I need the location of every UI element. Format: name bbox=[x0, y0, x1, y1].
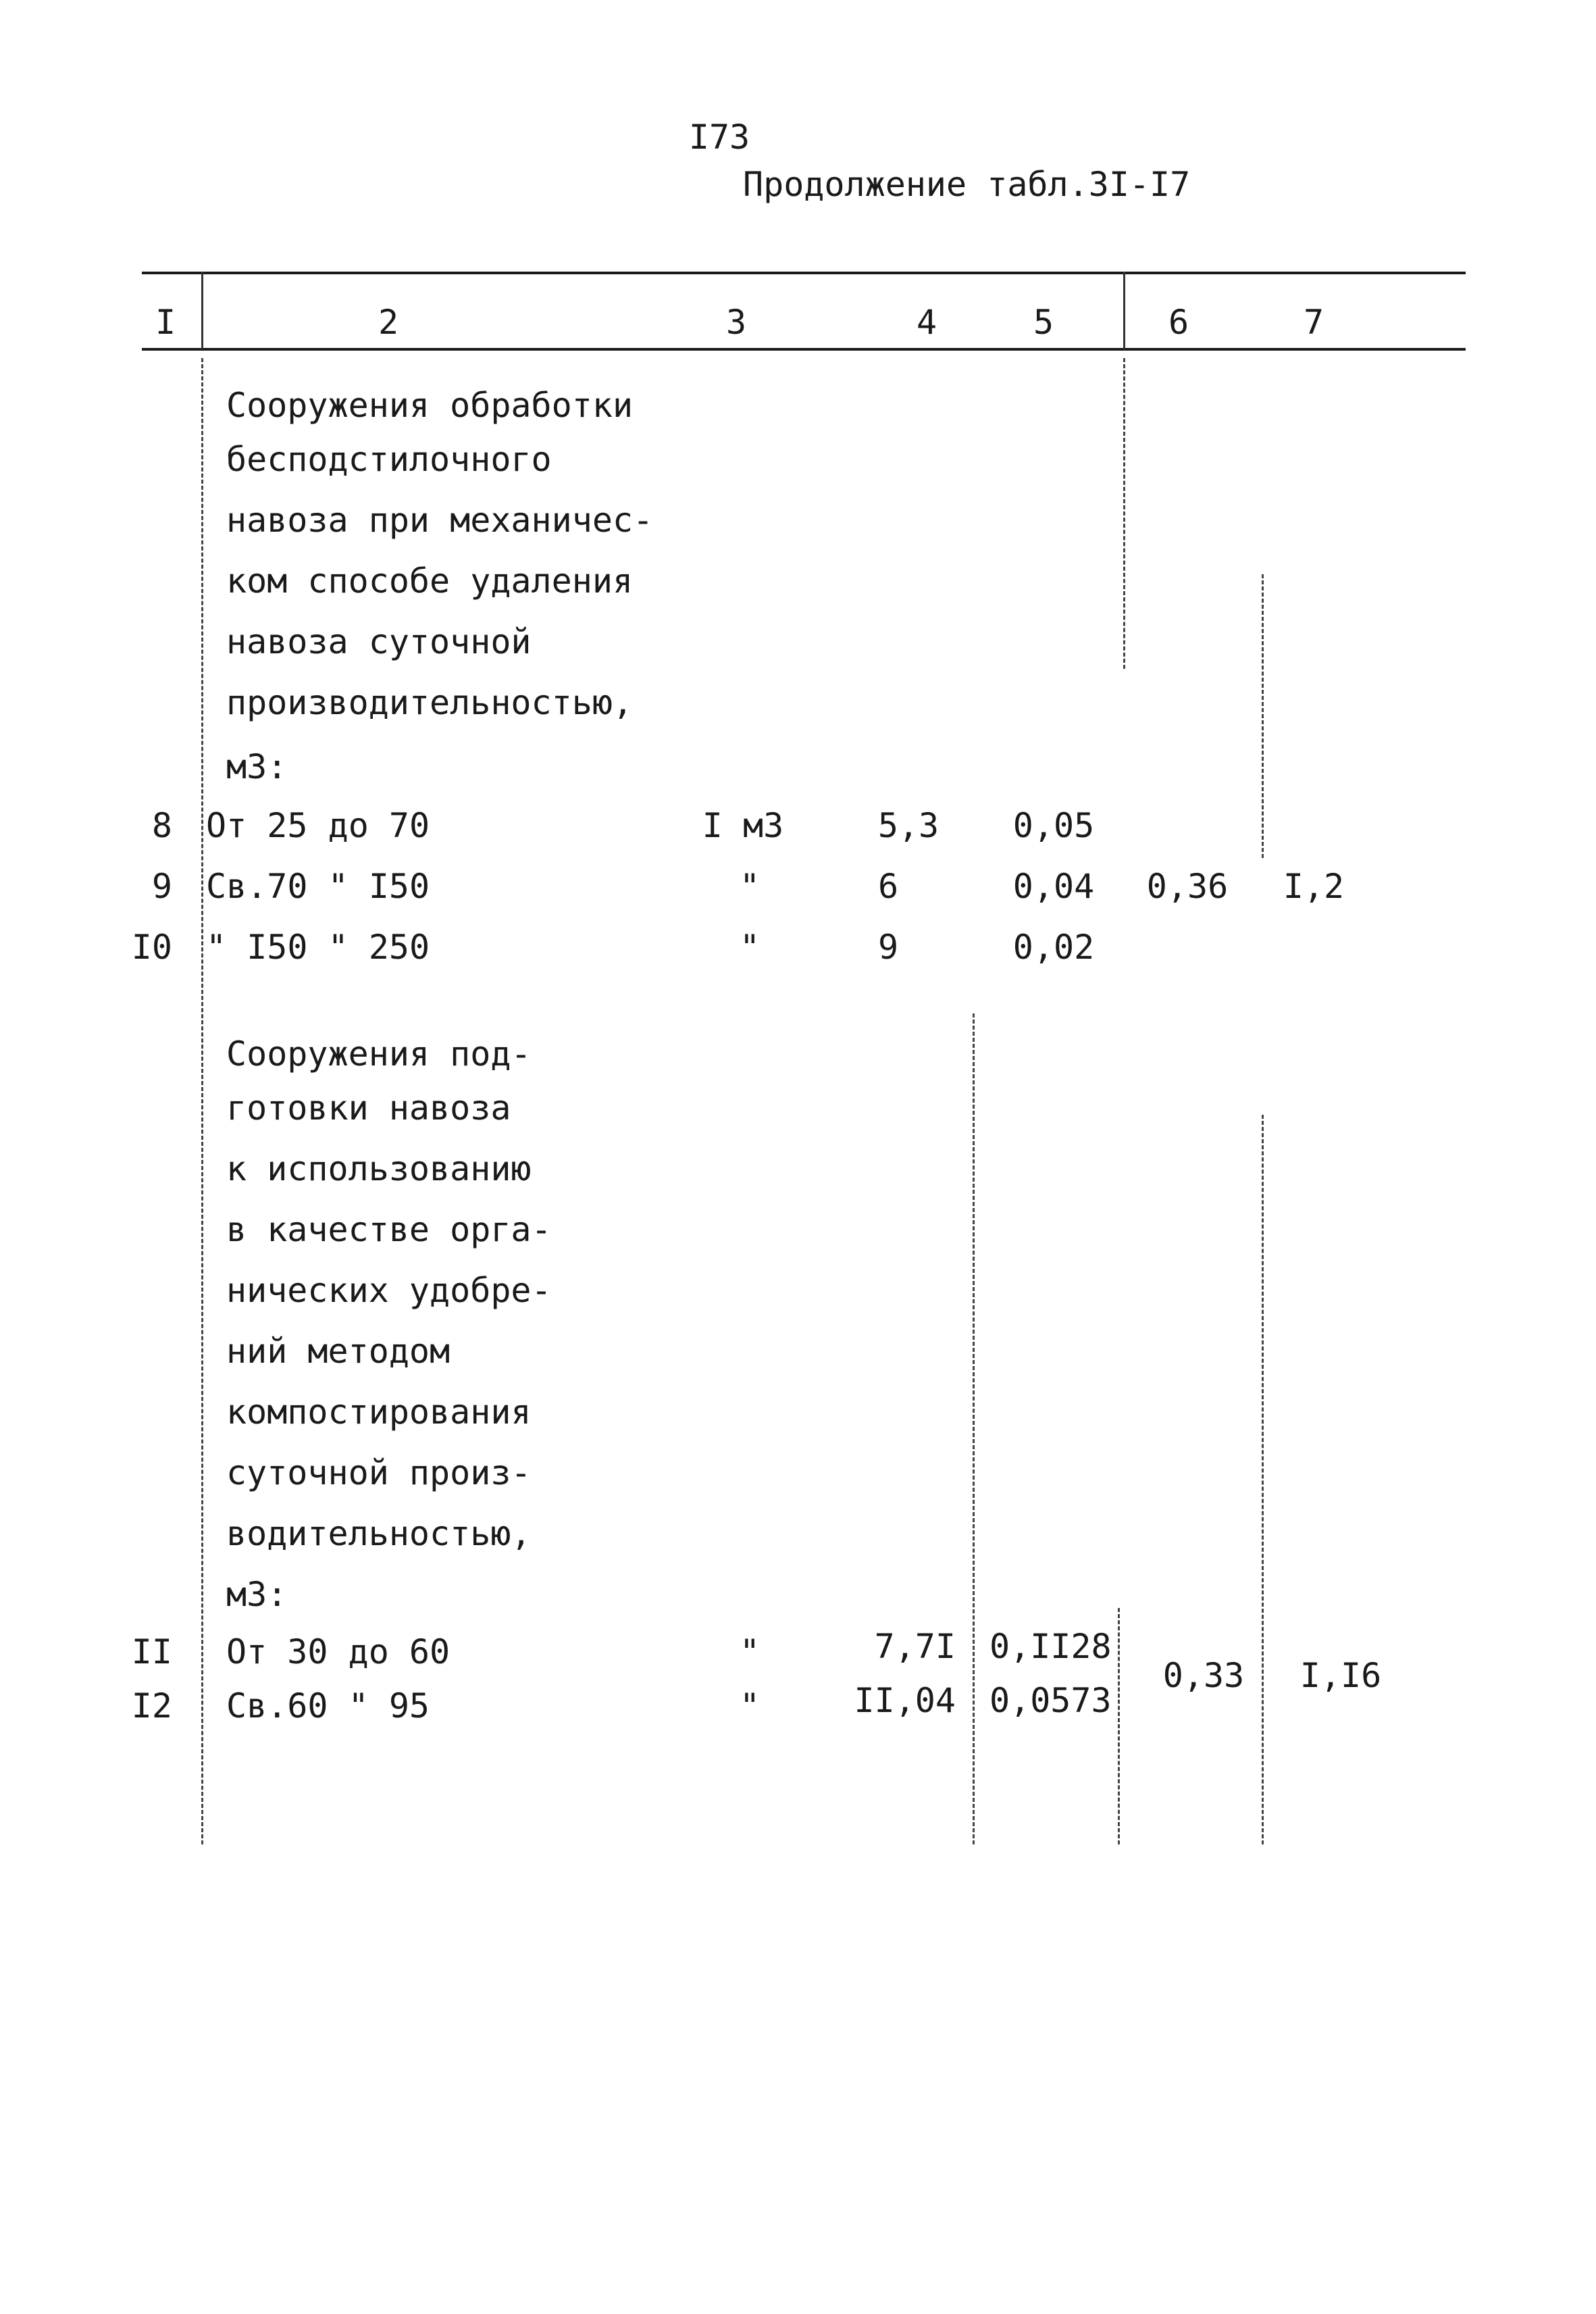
table-header-rule bbox=[142, 348, 1466, 351]
row-number: I0 bbox=[131, 928, 172, 967]
col-separator bbox=[201, 358, 203, 1844]
row-unit: I м3 bbox=[702, 806, 784, 845]
section2-title-line: в качестве орга- bbox=[226, 1210, 552, 1249]
column-header-1: I bbox=[155, 303, 176, 342]
section1-title-line: м3: bbox=[226, 747, 288, 786]
column-header-6: 6 bbox=[1168, 303, 1189, 342]
section1-title-line: ком способе удаления bbox=[226, 561, 634, 601]
section2-title-line: готовки навоза bbox=[226, 1088, 511, 1128]
col-separator bbox=[1262, 1115, 1264, 1844]
row-col5: 0,0573 bbox=[989, 1681, 1112, 1720]
continuation-label: Продолжение табл.3I-I7 bbox=[743, 165, 1191, 204]
row-col5: 0,04 bbox=[1012, 867, 1095, 906]
section1-title-line: навоза суточной bbox=[226, 622, 532, 661]
row-name: От 25 до 70 bbox=[206, 806, 430, 845]
col-separator bbox=[1262, 574, 1264, 858]
column-header-7: 7 bbox=[1303, 303, 1324, 342]
row-col5: 0,02 bbox=[1012, 928, 1095, 967]
section1-title-line: Сооружения обработки bbox=[226, 386, 634, 425]
col-separator bbox=[1118, 1608, 1120, 1844]
col-separator bbox=[201, 272, 203, 349]
row-number: 9 bbox=[151, 867, 172, 906]
row-number: 8 bbox=[151, 806, 172, 845]
section2-title-line: компостирования bbox=[226, 1392, 532, 1432]
section1-col6: 0,36 bbox=[1146, 867, 1229, 906]
section1-title-line: бесподстилочного bbox=[226, 440, 552, 479]
section2-title-line: Сооружения под- bbox=[226, 1034, 532, 1074]
col-separator bbox=[1123, 358, 1125, 669]
section2-title-line: ний методом bbox=[226, 1332, 451, 1371]
section2-col6: 0,33 bbox=[1162, 1656, 1245, 1695]
row-unit: " bbox=[739, 1686, 761, 1726]
row-unit: " bbox=[739, 867, 761, 906]
column-header-4: 4 bbox=[916, 303, 937, 342]
row-number: I2 bbox=[131, 1686, 172, 1726]
section2-col7: I,I6 bbox=[1299, 1656, 1382, 1695]
row-unit: " bbox=[739, 928, 761, 967]
row-col4: 5,3 bbox=[877, 806, 939, 845]
col-separator bbox=[1123, 272, 1125, 349]
section2-title-line: м3: bbox=[226, 1575, 288, 1614]
section1-col7: I,2 bbox=[1283, 867, 1345, 906]
row-col4: 6 bbox=[877, 867, 899, 906]
col-separator bbox=[973, 1013, 975, 1844]
row-number: II bbox=[131, 1632, 172, 1671]
row-col4: 9 bbox=[877, 928, 899, 967]
page-number: I73 bbox=[688, 118, 750, 157]
row-name: От 30 до 60 bbox=[226, 1632, 451, 1671]
row-col4: 7,7I bbox=[874, 1627, 956, 1666]
column-header-2: 2 bbox=[378, 303, 399, 342]
section2-title-line: водительностью, bbox=[226, 1514, 532, 1553]
row-name: Св.60 " 95 bbox=[226, 1686, 430, 1726]
row-col5: 0,II28 bbox=[989, 1627, 1112, 1666]
row-col4: II,04 bbox=[854, 1681, 956, 1720]
section1-title-line: навоза при механичес- bbox=[226, 501, 654, 540]
row-name: Св.70 " I50 bbox=[206, 867, 430, 906]
section2-title-line: нических удобре- bbox=[226, 1271, 552, 1310]
row-name: " I50 " 250 bbox=[206, 928, 430, 967]
section1-title-line: производительностью, bbox=[226, 683, 634, 722]
column-header-3: 3 bbox=[725, 303, 747, 342]
row-unit: " bbox=[739, 1632, 761, 1671]
column-header-5: 5 bbox=[1033, 303, 1054, 342]
table-top-rule bbox=[142, 272, 1466, 274]
row-col5: 0,05 bbox=[1012, 806, 1095, 845]
section2-title-line: суточной произ- bbox=[226, 1453, 532, 1492]
section2-title-line: к использованию bbox=[226, 1149, 532, 1188]
